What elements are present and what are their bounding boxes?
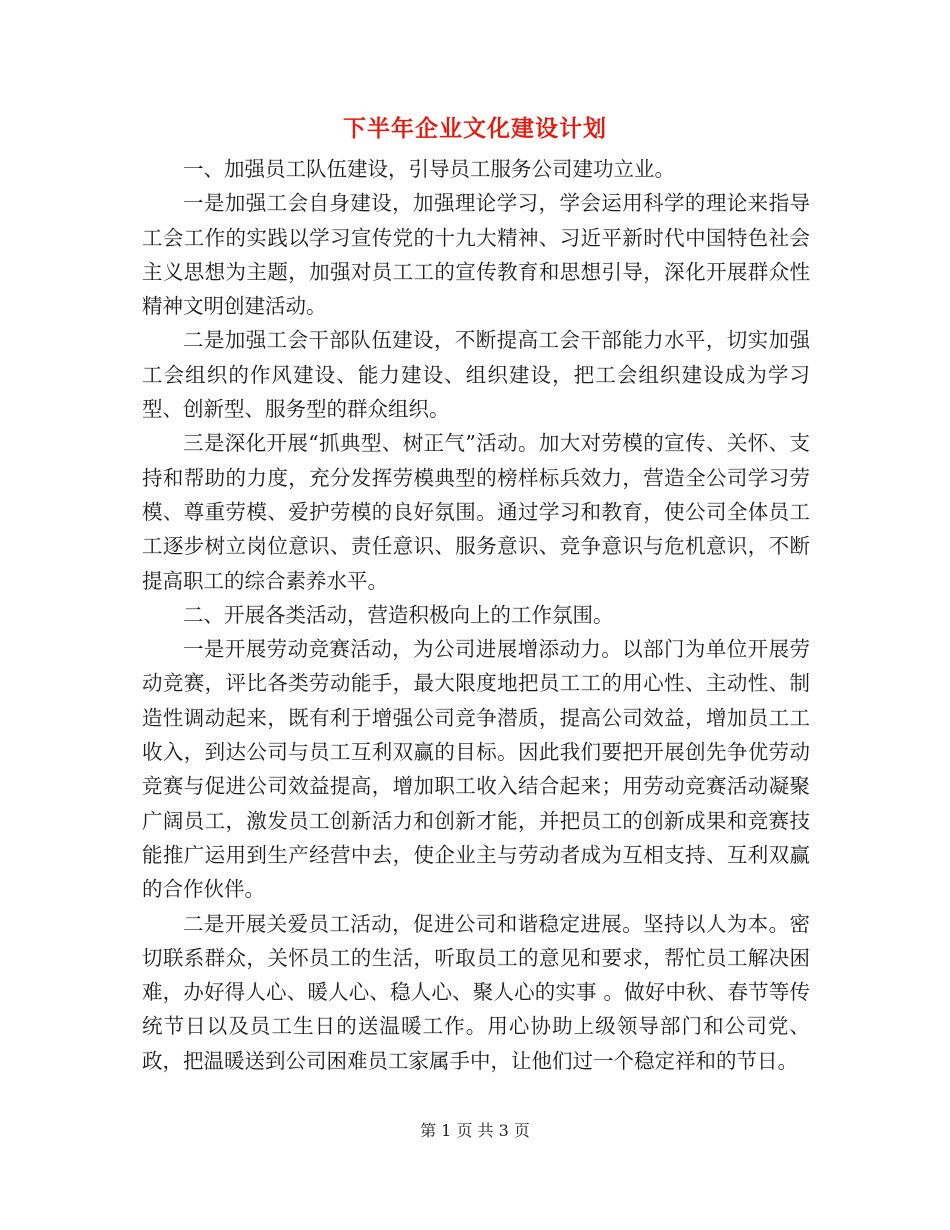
paragraph-section-2-heading: 二、开展各类活动，营造积极向上的工作氛围。 (183, 602, 614, 627)
paragraph-1-3: 三是深化开展“抓典型、树正气”活动。加大对劳模的宣传、关怀、支持和帮助的力度，充分发挥劳模典型的榜样标兵效力，营造全公司学习劳模、尊重劳模、爱护劳模的良好氛围。通过学习和教育，使公司全体员工工逐步树立岗位意识、责任意识、服务意识、竞争意识与危机意识，不断提高职工的综合素养水平。 (142, 431, 810, 593)
paragraph-2-1: 一是开展劳动竞赛活动，为公司进展增添动力。以部门为单位开展劳动竞赛，评比各类劳动能手，最大限度地把员工工的用心性、主动性、制造性调动起来，既有利于增强公司竞争潜质，提高公司效益，增加员工工收入，到达公司与员工互利双赢的目标。因此我们要把开展创先争优劳动竞赛与促进公司效益提高，增加职工收入结合起来；用劳动竞赛活动凝聚广阔员工，激发员工创新活力和创新才能，并把员工的创新成果和竞赛技能推广运用到生产经营中去，使企业主与劳动者成为互相支持、互利双赢的合作伙伴。 (142, 637, 810, 902)
document-body (142, 152, 810, 1078)
paragraph-2-2: 二是开展关爱员工活动，促进公司和谐稳定进展。坚持以人为本。密切联系群众，关怀员工的生活，听取员工的意见和要求，帮忙员工解决困难，办好得人心、暖人心、稳人心、聚人心的实事 。做好中秋、春节等传统节日以及员工生日的送温暖工作。用心协助上级领导部门和公司党、政，把温暖送到公司困难员工家属手中，让他们过一个稳定祥和的节日。 (142, 911, 810, 1073)
paragraph-section-1-heading: 一、加强员工队伍建设，引导员工服务公司建功立业。 (183, 157, 675, 181)
document-title: 下半年企业文化建设计划 (343, 116, 607, 142)
page-number-footer: 第 1 页 共 3 页 (420, 1121, 530, 1140)
paragraph-1-2: 二是加强工会干部队伍建设，不断提高工会干部能力水平，切实加强工会组织的作风建设、能力建设、组织建设，把工会组织建设成为学习型、创新型、服务型的群众组织。 (142, 328, 810, 422)
paragraph-1-1: 一是加强工会自身建设，加强理论学习，学会运用科学的理论来指导工会工作的实践以学习宣传党的十九大精神、习近平新时代中国特色社会主义思想为主题，加强对员工工的宣传教育和思想引导，深化开展群众性精神文明创建活动。 (142, 191, 810, 319)
